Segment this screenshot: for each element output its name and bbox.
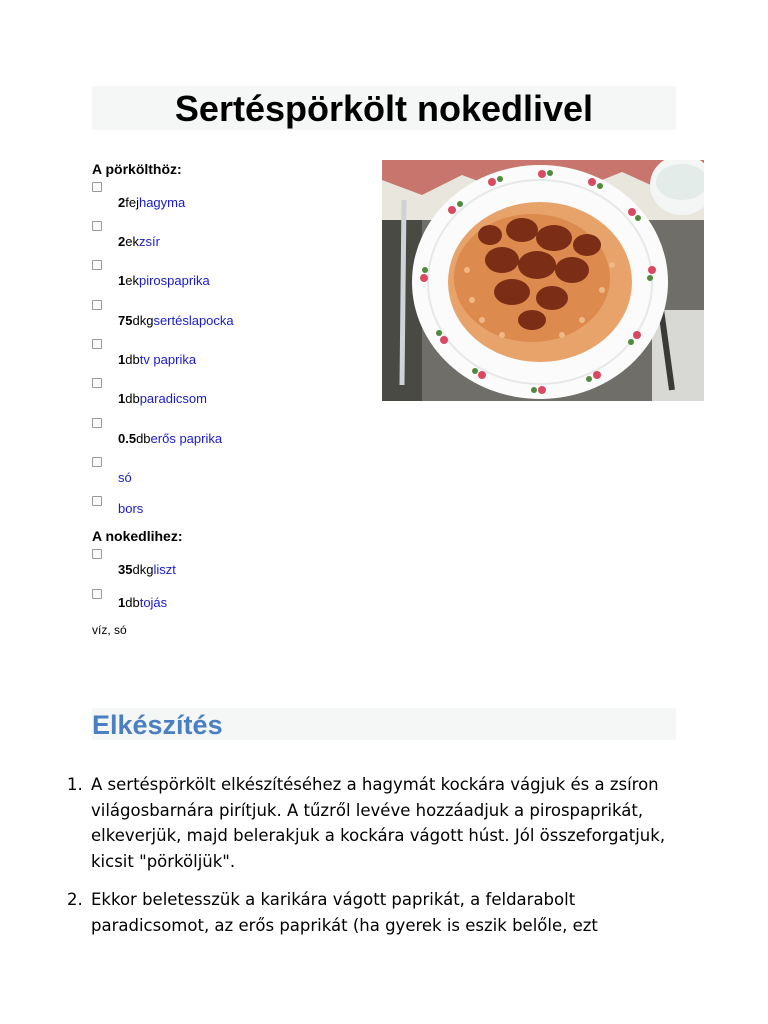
ingredient-link[interactable]: liszt xyxy=(153,562,176,577)
ingredient-row xyxy=(92,300,352,334)
ingredient-amount: 1 xyxy=(118,391,126,406)
ingredient-row xyxy=(92,260,352,294)
step-number: 1. xyxy=(67,775,83,794)
ingredient-checkbox[interactable] xyxy=(92,300,102,310)
ingredient-link[interactable]: pirospaprika xyxy=(138,273,210,288)
ingredient-unit: dkg xyxy=(132,562,154,577)
ingredient-amount: 0.5 xyxy=(118,431,137,446)
elkeszites-heading-box xyxy=(92,708,676,740)
ingredient-unit: db xyxy=(125,595,140,610)
ingredient-checkbox[interactable] xyxy=(92,589,102,599)
ingredient-row xyxy=(92,496,352,530)
ingredient-checkbox[interactable] xyxy=(92,549,102,559)
ingredient-link[interactable]: bors xyxy=(118,501,144,516)
step-text: Ekkor beletesszük a karikára vágott paprikát, a feldarabolt paradicsomot, az erős paprikát (ha gyerek is eszik belőle, ezt xyxy=(91,890,598,935)
ingredient-row xyxy=(92,378,352,412)
ingredient-row xyxy=(92,457,352,491)
step-number: 2. xyxy=(67,890,83,909)
ingredient-link[interactable]: tv paprika xyxy=(139,352,197,367)
step-item xyxy=(67,887,687,938)
ingredient-amount: 1 xyxy=(118,595,126,610)
ingredient-amount: 35 xyxy=(118,562,133,577)
ingredient-link[interactable]: paradicsom xyxy=(139,391,207,406)
ingredient-checkbox[interactable] xyxy=(92,457,102,467)
ingredient-link[interactable]: erős paprika xyxy=(150,431,223,446)
ingredient-row xyxy=(92,339,352,373)
ingredient-unit: db xyxy=(125,391,140,406)
ingredient-link[interactable]: sertéslapocka xyxy=(153,313,234,328)
ingredient-link[interactable]: só xyxy=(118,470,132,485)
ingredient-checkbox[interactable] xyxy=(92,339,102,349)
ingredient-amount: 75 xyxy=(118,313,133,328)
step-text: A sertéspörkölt elkészítéséhez a hagymát kockára vágjuk és a zsíron világosbarnára pirítjuk. A tűzről levéve hozzáadjuk a pirospaprikát, elkeverjük, majd belerakjuk a kockára vágott húst. Jól összeforgatjuk, kicsit "pörköljük". xyxy=(91,775,666,871)
ingredient-unit: dkg xyxy=(132,313,154,328)
ingredient-link[interactable]: zsír xyxy=(138,234,160,249)
ingredient-unit: ek xyxy=(125,273,139,288)
nokedli-heading: A nokedlihez: xyxy=(92,528,183,544)
ingredient-link[interactable]: hagyma xyxy=(138,195,186,210)
dish-photo xyxy=(382,160,704,401)
step-item xyxy=(67,772,687,874)
ingredient-link[interactable]: tojás xyxy=(139,595,168,610)
ingredient-unit: ek xyxy=(125,234,139,249)
ingredient-amount: 2 xyxy=(118,195,126,210)
ingredient-unit: db xyxy=(136,431,151,446)
ingredient-checkbox[interactable] xyxy=(92,378,102,388)
nokedli-note: víz, só xyxy=(92,623,127,637)
ingredient-row xyxy=(92,418,352,452)
ingredient-checkbox[interactable] xyxy=(92,496,102,506)
steps-list xyxy=(67,772,687,951)
ingredient-row xyxy=(92,221,352,255)
ingredient-row xyxy=(92,182,352,216)
recipe-title-box xyxy=(92,86,676,130)
ingredient-amount: 1 xyxy=(118,352,126,367)
page-title: Sertéspörkölt nokedlivel xyxy=(174,88,594,129)
ingredient-unit: db xyxy=(125,352,140,367)
ingredient-checkbox[interactable] xyxy=(92,260,102,270)
ingredient-row xyxy=(92,589,352,623)
ingredient-checkbox[interactable] xyxy=(92,182,102,192)
ingredient-unit: fej xyxy=(125,195,139,210)
ingredient-amount: 2 xyxy=(118,234,126,249)
ingredient-amount: 1 xyxy=(118,273,126,288)
ingredient-checkbox[interactable] xyxy=(92,418,102,428)
ingredient-checkbox[interactable] xyxy=(92,221,102,231)
ingredient-row xyxy=(92,549,352,583)
elkeszites-heading: Elkészítés xyxy=(92,710,223,740)
porkolt-heading: A pörkölthöz: xyxy=(92,161,182,177)
